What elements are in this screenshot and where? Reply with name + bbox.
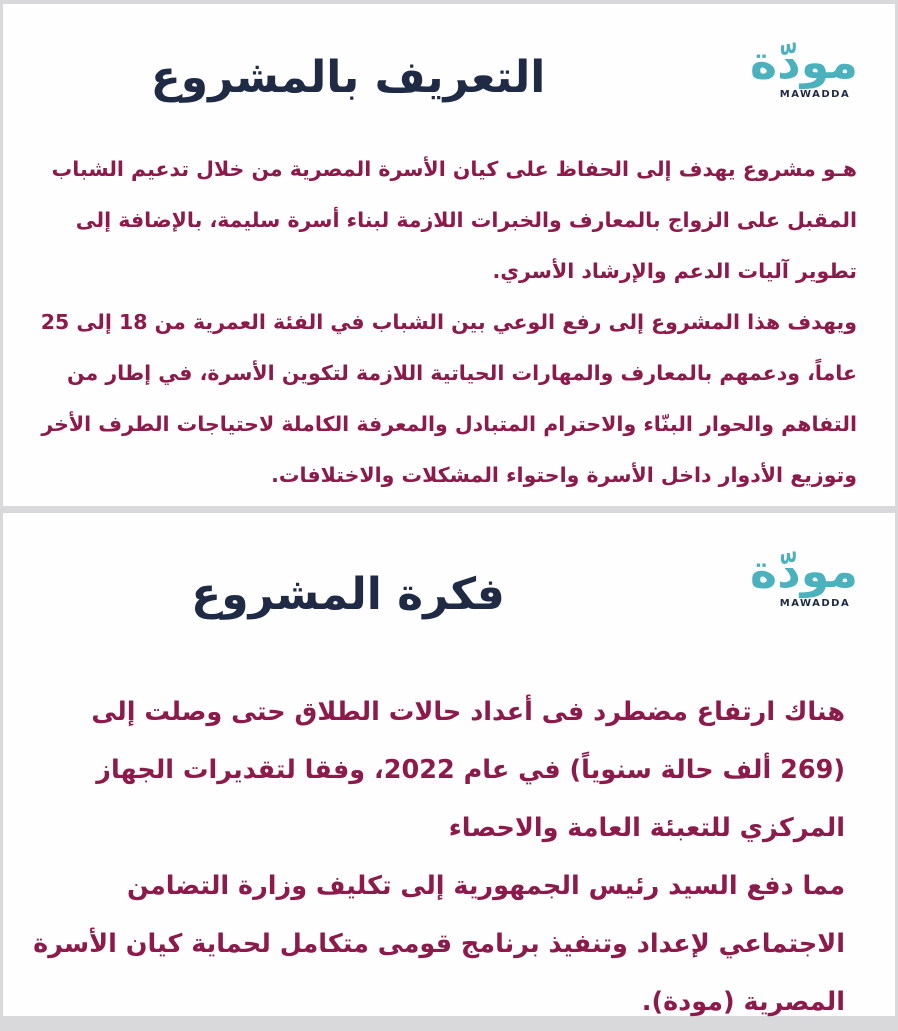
project-definition-card: [3, 4, 895, 506]
paragraph: هـو مشروع يهدف إلى الحفاظ على كيان الأسرة المصرية من خلال تدعيم الشباب المقبل على الزواج بالمعارف والخبرات اللازمة لبناء أسرة سليمة، بالإضافة إلى تطوير آليات الدعم والإرشاد الأسري.: [51, 157, 857, 283]
logo-wordmark: مودّة: [749, 544, 859, 598]
paragraph: مما دفع السيد رئيس الجمهورية إلى تكليف وزارة التضامن الاجتماعي لإعداد وتنفيذ برنامج قومى متكامل لحماية كيان الأسرة المصرية (مودة).: [33, 871, 845, 1017]
page-title: التعريف بالمشروع: [150, 52, 546, 103]
mawadda-logo: [731, 28, 877, 100]
page-title: فكرة المشروع: [191, 569, 505, 620]
logo-latin: MAWADDA: [779, 598, 851, 609]
idea-text: [25, 683, 845, 1031]
logo-latin: MAWADDA: [779, 89, 851, 100]
mawadda-logo: [731, 537, 877, 609]
paragraph: هناك ارتفاع مضطرد فى أعداد حالات الطلاق حتى وصلت إلى (269 ألف حالة سنوياً) في عام 2022، وفقا لتقديرات الجهاز المركزي للتعبئة العامة والاحصاء: [91, 697, 845, 843]
paragraph: ويهدف هذا المشروع إلى رفع الوعي بين الشباب في الفئة العمرية من 18 إلى 25 عاماً، ودعمهم بالمعارف والمهارات الحياتية اللازمة لتكوين الأسرة، في إطار من التفاهم والحوار البنّاء والاحترام المتبادل والمعرفة الكاملة لاحتياجات الطرف الأخر وتوزيع الأدوار داخل الأسرة واحتواء المشكلات والاختلافات.: [40, 310, 857, 487]
project-idea-card: [3, 513, 895, 1016]
definition-text: [37, 144, 857, 501]
logo-wordmark: مودّة: [749, 35, 859, 89]
